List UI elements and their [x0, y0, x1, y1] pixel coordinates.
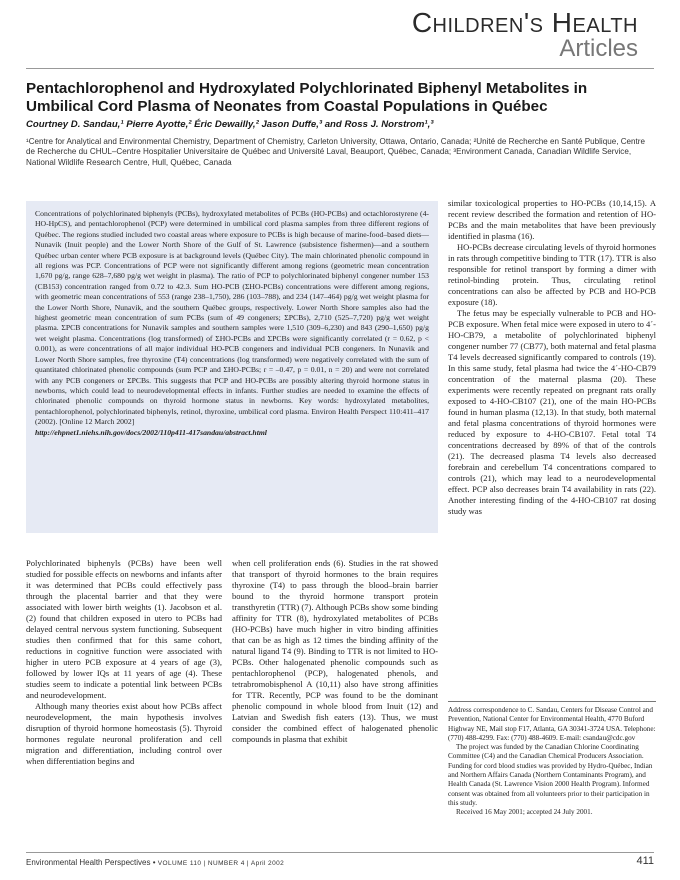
section-title: Children's Health [411, 7, 638, 38]
article-affiliations: ¹Centre for Analytical and Environmental Chemistry, Department of Chemistry, Carleton University, Ottawa, Ontario, Canada; ²Unité de Recherche en Santé Publique, Centre de Recherche du CHUL–Centre Hospitalier Universitaire de Québec and Université Laval, Beauport, Québec, Canada; ³Environment Canada, Canadian Wildlife Service, National Wildlife Research Centre, Hull, Québec, Canada [26, 137, 646, 167]
body-paragraph: The fetus may be especially vulnerable to PCB and HO-PCB exposure. When fetal mice were exposed in utero to 4´-HO-CB79, a metabolite of polychlorinated biphenyl congener number 77 (CB77), both maternal and fetal plasma T4 levels decreased significantly compared to controls (19). In this same study, fetal plasma had twice the 4´-HO-CB79 concentration of the maternal plasma (20). These experiments were recently repeated on pregnant rats orally exposed to 4-HO-CB107 (21), one of the main HO-PCBs found in human plasma (12,13). In that study, both maternal and fetal plasma concentrations of thyroid hormones were reduced by exposure to 4-HO-CB107. Fetal total T4 concentrations decreased by 89% of that of the controls (21). The decreased plasma T4 levels also decreased forebrain and cerebellum T4 concentrations compared to controls (21), which may lead to a neurodevelopmental effect. PCP also decreases brain T4 availability in rats (22). Another interesting finding of the 4-HO-CB107 rat dosing study was [448, 308, 656, 516]
footer-bullet: • [152, 858, 156, 867]
header-divider [26, 68, 654, 69]
body-column-2 [232, 558, 438, 745]
correspondence-note [448, 701, 656, 818]
footer-divider [26, 852, 654, 853]
section-subtitle: Articles [559, 35, 638, 62]
journal-name: Environmental Health Perspectives [26, 858, 151, 867]
received-dates: Received 16 May 2001; accepted 24 July 2001. [456, 808, 593, 817]
article-authors: Courtney D. Sandau,¹ Pierre Ayotte,² Éric Dewailly,² Jason Duffe,³ and Ross J. Norstrom¹,³ [26, 119, 434, 130]
body-paragraph: HO-PCBs decrease circulating levels of thyroid hormones in rats through competitive binding to TTR (17). TTR is also responsible for retinol transport by forming a dimer with retinol-binding protein. Thus, circulating retinol concentrations can also be affected by PCB and HO-PCB exposure (18). [448, 242, 656, 307]
page-number: 411 [636, 855, 654, 867]
body-column-3 [448, 198, 656, 517]
article-title: Pentachlorophenol and Hydroxylated Polychlorinated Biphenyl Metabolites in Umbilical Cord Plasma of Neonates from Coastal Populations in Québec [26, 80, 588, 115]
footer-citation [26, 858, 284, 867]
abstract-text: Concentrations of polychlorinated biphenyls (PCBs), hydroxylated metabolites of PCBs (HO-PCBs) and octachlorostyrene (4-HO-HpCS), and pentachlorophenol (PCP) were determined in umbilical cord plasma samples from three different regions of Québec. The regions studied included two coastal areas where exposure to PCBs is high because of marine-food–based diets—Nunavik (Inuit people) and the Lower North Shore of the Gulf of St. Lawrence (subsistence fishermen)—and a southern Québec urban center where PCB exposure is at background levels (Québec City). The main chlorinated phenolic compound in all regions was PCP. Concentrations of PCP were not significantly different among regions (geometric mean concentration 1,670 pg/g, range 628–7,680 pg/g wet weight in plasma). The ratio of PCP to polychlorinated biphenyl congener number 153 (CB153) concentration ranged from 0.72 to 42.3. Sum HO-PCB (ΣHO-PCBs) concentrations were different among regions, with geometric mean concentrations of 553 (range 238–1,750), 286 (103–788), and 234 (147–464) pg/g wet weight plasma for the Lower North Shore, Nunavik, and the southern Québec groups, respectively. Lower North Shore samples also had the highest geometric mean concentration of sum PCBs (sum of 49 congeners; ΣPCBs), 2,710 (525–7,720) pg/g wet weight plasma. ΣPCB concentrations for Nunavik samples and southern samples were 1,510 (309–6,230) and 843 (290–1,650) pg/g wet weight plasma. Concentrations (log transformed) of ΣHO-PCBs and ΣPCBs were significantly correlated (r = 0.62, p < 0.001), as were concentrations of all major individual HO-PCB congeners and individual PCB congeners. In Nunavik and Lower North Shore samples, free thyroxine (T4) concentrations (log transformed) were negatively correlated with the sum of quantitated chlorinated phenolic compounds (sum PCP and ΣHO-PCBs; r = –0.47, p = 0.01, n = 20) and were not correlated with any PCB congeners or ΣPCBs. This suggests that PCP and HO-PCBs are possibly altering thyroid hormone status in newborns, which could lead to neurodevelopmental effects in infants. Further studies are needed to examine the effects of chlorinated phenolic compounds on thyroid hormone status in newborns. Key words: hydroxylated metabolites, pentachlorophenol, polychlorinated biphenyls, retinol, thyroxine, umbilical cord plasma. Environ Health Perspect 110:411–417 (2002). [Online 12 March 2002] [35, 209, 429, 427]
body-paragraph: Polychlorinated biphenyls (PCBs) have been well studied for possible effects on newborns and infants after it was determined that PCBs could effectively pass through the placental barrier and that they were associated with lower birth weights (1). Jacobson et al. (2) found that children exposed in utero to PCBs had delayed central nervous system functioning. Subsequent studies then confirmed that for this same cohort, reductions in cognitive function were associated with higher in utero PCB exposure at 4 years of age (3), followed by lower IQs at 11 years of age (4). These studies seem to indicate a potential link between PCBs and neurodevelopment. [26, 558, 222, 700]
body-paragraph: Although many theories exist about how PCBs affect neurodevelopment, the main hypothesis involves disruption of thyroid hormone homeostasis (5). Thyroid hormones regulate neuronal proliferation and cell migration and differentiation, including control over when differentiation begins and [26, 701, 222, 766]
body-column-1 [26, 558, 222, 767]
abstract-link[interactable]: http://ehpnet1.niehs.nih.gov/docs/2002/110p411-417sandau/abstract.html [35, 427, 267, 437]
volume-info: VOLUME 110 | NUMBER 4 | April 2002 [157, 860, 285, 867]
funding-note: The project was funded by the Canadian Chlorine Coordinating Committee (C4) and the Canadian Chemical Producers Association. Funding for cord blood studies was provided by Hydro-Québec, Indian and Northern Affairs Canada (Northern Contaminants Program), and Health Canada (St. Lawrence Vision 2000 Health Program). Informed consent was obtained from all volunteers prior to their participation in this study. [448, 743, 653, 807]
correspondence-address: Address correspondence to C. Sandau, Centers for Disease Control and Prevention, National Center for Environmental Health, 4770 Buford Highway NE, Mail stop F17, Atlanta, GA 30341-3724 USA. Telephone: (770) 488-4299. Fax: (770) 488-4609. E-mail: csandau@cdc.gov [448, 706, 656, 742]
body-paragraph: similar toxicological properties to HO-PCBs (10,14,15). A recent review described the formation and retention of HO-PCBs and the main metabolites that have been previously identified in plasma (16). [448, 198, 656, 241]
abstract-box [26, 201, 438, 533]
section-header [412, 8, 638, 62]
body-paragraph: when cell proliferation ends (6). Studies in the rat showed that transport of thyroid hormones to the brain requires thyroxine (T4) to pass through the blood–brain barrier bound to the thyroid hormone transport protein transthyretin (TTR) (7). Although PCBs show some binding affinity for TTR (8), hydroxylated metabolites of PCBs (HO-PCBs) have much higher in vitro binding affinities that can be as high as 12 times the binding affinity of the natural ligand T4 (9). Binding to TTR is not limited to HO-PCBs. Other halogenated phenolic compounds such as pentachlorophenol (PCP), halogenated phenols, and tetrabromobisphenol A (10,11) also have strong affinities for TTR. Recently, PCP was found to be the dominant phenolic compound in whole blood from Inuit (12) and Latvian and Swedish fish eaters (13). Thus, we must consider the combined effect of halogenated phenolic compounds in plasma that exhibit [232, 558, 438, 744]
